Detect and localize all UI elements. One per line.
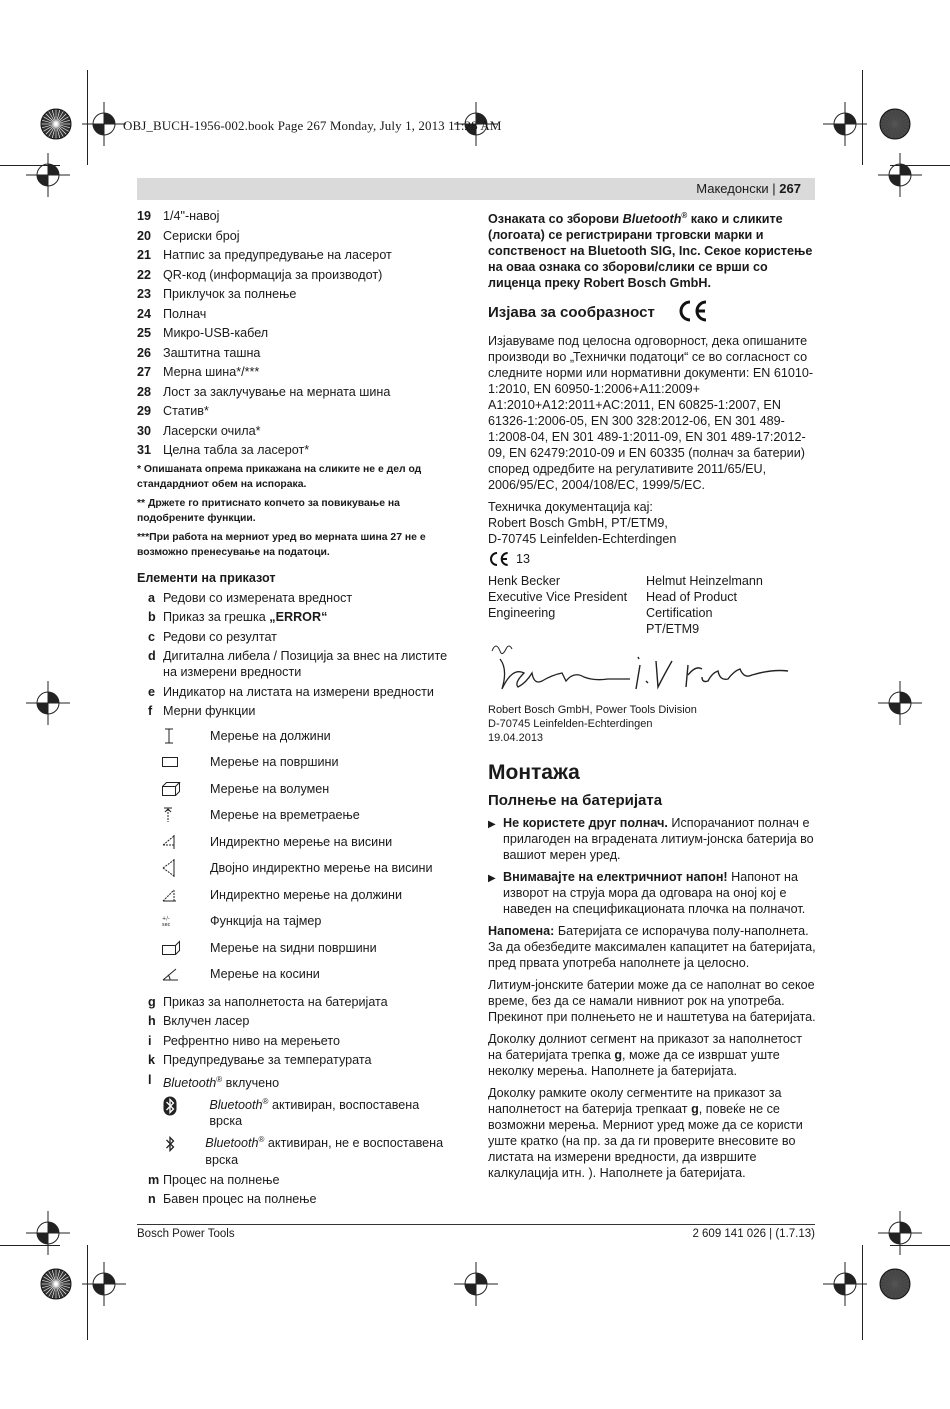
timer-icon [137,914,210,928]
area-measure-icon [137,755,210,769]
list-item [137,1191,452,1207]
item-number: 30 [137,423,152,438]
list-item [137,267,452,283]
item-text: 1/4"-навој [163,209,220,223]
item-text [163,684,434,700]
item-sup: ® [216,1074,223,1084]
ce-year-row [488,551,816,567]
item-text [163,1191,317,1207]
crop-mark [0,1245,60,1246]
indirect-height-icon [137,833,210,851]
registration-target-icon [879,108,911,145]
list-item [137,364,452,380]
item-number: 29 [137,404,152,418]
item-letter: c [148,629,156,644]
item-letter: g [148,994,156,1009]
registration-cross-icon [823,102,867,151]
double-indirect-height-icon [137,858,210,878]
crop-mark [862,1245,863,1340]
function-item [137,908,452,935]
function-item [137,855,452,882]
page-header [696,181,801,197]
footnote: ** Држете го притиснато копчето за повикување на подобрените функции. [137,497,400,524]
function-text: Индиректно мерење на висини [210,834,393,849]
note-paragraph: Напомена: Батеријата се испорачува полу-наполнета. За да обезбедите максимален капацитет на батеријата, пред првата употреба наполнете ја целосно. [488,924,816,971]
item-number: 26 [137,345,152,360]
footnote: * Опишаната опрема прикажана на сликите не е дел од стандардниот обем на испорака. [137,463,422,490]
wall-area-icon [137,940,210,956]
technical-documentation [488,499,816,547]
function-text: Двојно индиректно мерење на висини [210,861,433,876]
list-item [137,1072,452,1091]
indirect-length-icon [137,886,210,904]
registration-cross-icon [454,1262,498,1311]
item-text [163,703,255,719]
state-text: активиран, не е воспоставена врска [205,1136,444,1167]
crop-mark [862,70,863,165]
item-text: Микро-USB-кабел [163,326,269,340]
item-text: Лост за заклучување на мерната шина [163,384,391,399]
function-text: Мерење на волумен [210,781,330,796]
item-text: Натпис за предупредување на ласерот [163,248,392,262]
bluetooth-states [137,1094,452,1167]
registration-cross-icon [26,153,70,202]
list-item [137,1172,452,1188]
registration-cross-icon [823,1262,867,1311]
function-item [137,723,452,750]
bullet-list [488,815,816,917]
registered-mark: ® [258,1135,265,1145]
ce-mark-logo [677,299,709,327]
item-letter: f [148,704,153,718]
conformity-title: Изјава за сообразност [488,304,655,322]
function-text: Мерење на должини [210,728,331,743]
list-item [137,590,452,606]
display-items-m-n [137,1172,452,1208]
item-text [163,629,277,645]
company-address [488,703,816,745]
item-text-main: Приказ за наполнетоста на батеријата [163,994,388,1009]
item-letter: h [148,1014,156,1028]
function-text: Мерење на ѕидни површини [210,940,377,955]
footer-rule [137,1224,815,1225]
item-number: 24 [137,306,152,321]
signatory-line: PT/ETM9 [646,622,700,637]
item-text [163,590,352,606]
item-text: Статив* [163,404,209,418]
function-text: Функција на тајмер [210,914,322,929]
list-item [137,247,452,263]
item-letter: e [148,684,156,699]
registration-cross-icon [878,681,922,730]
item-text: QR-код (информација за производот) [163,267,383,282]
function-item [137,882,452,909]
right-column [488,208,816,1187]
registration-cross-icon [82,102,126,151]
item-text-main: Мерни функции [163,704,256,718]
list-item [137,442,452,458]
crop-mark [890,165,950,166]
registered-mark: ® [262,1097,269,1107]
bullet-item [488,869,816,917]
trademark-paragraph: Ознаката со зборови Bluetooth® како и сликите (логоата) се регистрирани трговски марки и сопственост на Bluetooth SIG, Inc. Секое користење на оваа ознака со зборови/слики се врши со лиценца преку Robert Bosch GmbH. [488,211,813,291]
item-text: Приклучок за полнење [163,287,297,301]
battery-title: Полнење на батеријата [488,792,663,810]
function-item [137,829,452,856]
bullet-bold: Не користете друг полнач. [503,816,668,831]
item-text: Ласерски очила* [163,423,261,438]
item-text-main: Рефрентно ниво на мерењето [163,1033,341,1048]
signature-image [488,637,808,703]
item-number: 20 [137,228,152,243]
footnote: ***При работа на мерниот уред во мерната шина 27 не е возможно пренесување на податоци. [137,531,426,558]
item-letter: n [148,1192,156,1207]
bullet-body: Испорачаниот полнач е прилагоден на вградената литиум-јонска батерија во вашиот мерен уред. [503,816,814,863]
function-text: Индиректно мерење на должини [210,887,403,902]
item-text [163,1033,340,1049]
function-text: Мерење на времетраење [210,808,360,823]
signatory-line: Head of Product Certification [646,590,738,621]
address-line: 19.04.2013 [488,732,544,745]
display-elements-title: Елементи на приказот [137,570,276,585]
conformity-text: Изјавуваме под целосна одговорност, дека опишаните производи во „Технички податоци“ се во согласност со следните норми или нормативни документи: EN 61010-1:2010, EN 60950-1:2006+A11:2009+ A1:2010+A12:2011+AC:2011, EN 60825-1:2007, EN 61326-1:2006-05, EN 300 328:2012-06, EN 301 489-1:2008-04, EN 301 489-1:2011-09, EN 301 489-17:2012-09, EN 62479:2010-09 и EN 60335 (полнач за батерии) според одредбите на регулативите 2011/65/EU, 2006/95/EC, 2004/108/EC, 1999/5/EC. [488,334,814,493]
item-text [163,1072,279,1091]
print-slug: OBJ_BUCH-1956-002.book Page 267 Monday, July 1, 2013 11:28 AM [123,118,502,133]
item-text: Полнач [163,306,207,321]
header-language: Македонски [696,181,769,196]
numbered-list [137,208,452,458]
bullet-bold: Внимавајте на електричниот напон! [503,870,728,885]
item-text-main: Индикатор на листата на измерени вредности [163,684,434,699]
list-item [137,1013,452,1029]
display-items-g-l [137,994,452,1091]
registration-cross-icon [878,153,922,202]
item-letter: i [148,1033,152,1048]
page-number: 267 [779,181,801,196]
item-number: 19 [137,209,152,223]
function-list [137,723,452,988]
bluetooth-state [137,1094,452,1129]
signatory-line: Helmut Heinzelmann [646,574,763,589]
item-text-main: Вклучен ласер [163,1014,250,1028]
crop-mark [87,70,88,165]
tech-doc-line: Robert Bosch GmbH, PT/ETM9, [488,516,668,531]
list-item [137,703,452,719]
triangle-bullet-icon: ▶ [488,873,496,885]
list-item [137,345,452,361]
item-text-main: Процес на полнење [163,1172,280,1187]
item-number: 28 [137,384,152,399]
address-line: Robert Bosch GmbH, Power Tools Division [488,704,697,717]
item-text [163,1013,249,1029]
function-text: Мерење на косини [210,967,320,982]
paragraph-empty-battery: Доколку рамките околу сегментите на приказот за наполнетост на батерија трепкаат g, повеќе не се возможни мерења. Мерниот уред може да се користи уште кратко (на пр. за да ги проверите внесовите во листата на измерени вредности, да извршите калкулација итн. ). Наполнете ја батеријата. [488,1086,803,1181]
item-text [163,1052,371,1068]
item-text-main: Бавен процес на полнење [163,1192,317,1207]
item-letter: d [148,649,156,663]
footer-doc-number: 2 609 141 026 | (1.7.13) [692,1228,815,1240]
item-number: 23 [137,287,152,301]
slope-icon [137,966,210,982]
item-text-main: вклучено [222,1075,280,1090]
signatures [488,637,816,703]
tech-doc-line: Техничка документација кај: [488,500,653,515]
svg-text:+/-: +/- [162,916,170,923]
item-text-main: Редови со измерената вредност [163,590,353,605]
list-item [137,384,452,400]
bluetooth-word: Bluetooth [209,1098,263,1113]
bluetooth-state-text [209,1094,452,1129]
bluetooth-state [137,1132,452,1167]
item-letter: k [148,1053,156,1067]
signatory-line: Executive Vice President [488,590,628,605]
signatory-right [646,573,804,637]
list-item [137,1033,452,1049]
left-column [137,208,452,1211]
list-item [137,325,452,341]
conformity-heading [488,299,816,327]
bullet-text [503,815,816,863]
header-separator: | [768,181,780,196]
function-item [137,935,452,962]
item-text-main: Предупредување за температурата [163,1053,372,1067]
ce-mark-small [488,551,510,567]
state-text: активиран, воспоставена врска [209,1098,420,1129]
bluetooth-not-connected-icon [137,1132,205,1167]
list-item [137,423,452,439]
registration-cross-icon [26,1211,70,1260]
item-text [163,1172,279,1188]
bluetooth-word: Bluetooth [205,1136,259,1151]
continuous-measure-icon [137,806,210,824]
signatory-line: Henk Becker [488,574,561,589]
list-item [137,208,452,224]
item-letter: l [148,1072,152,1087]
crop-mark [87,1245,88,1340]
function-item [137,749,452,776]
item-bold: „ERROR“ [269,610,328,624]
volume-measure-icon [137,781,210,797]
item-text [163,994,388,1010]
item-number: 21 [137,248,152,262]
assembly-title: Монтажа [488,761,580,785]
item-number: 22 [137,267,152,282]
function-item [137,802,452,829]
address-line: D-70745 Leinfelden-Echterdingen [488,718,653,731]
list-item [137,994,452,1010]
list-item [137,403,452,419]
item-text-main: Редови со резултат [163,629,277,644]
signatory-line: Engineering [488,606,556,621]
bullet-body: Напонот на изворот на струја мора да одговара на оној кој е наведен на спецификационата плочка на полначот. [503,870,806,917]
item-number: 27 [137,365,152,379]
list-item [137,609,452,625]
list-item [137,1052,452,1068]
registration-target-icon [40,108,72,145]
signatory-left [488,573,646,637]
display-items-a-f [137,590,452,720]
registration-target-icon [40,1268,72,1305]
paragraph-li-ion: Литиум-јонските батерии може да се наполнат во секое време, без да се намали нивниот рок на употреба. Прекинот при полнењето не и наштетува на батеријата. [488,978,816,1025]
svg-text:sec: sec [162,922,171,929]
signatories [488,573,816,637]
registration-target-icon [879,1268,911,1305]
list-item [137,306,452,322]
paragraph-low-battery: Доколку долниот сегмент на приказот за наполнетост на батеријата трепка g, може да се извршат уште неколку мерења. Наполнете ја батеријата. [488,1032,802,1079]
function-item [137,776,452,803]
bullet-text [503,869,816,917]
item-text: Мерна шина*/*** [163,365,260,379]
item-text-main: Дигитална либела / Позиција за внес на листите на измерени вредности [163,649,448,679]
registration-cross-icon [878,1211,922,1260]
bluetooth-state-text [205,1132,452,1167]
bluetooth-connected-icon [137,1094,209,1129]
triangle-bullet-icon: ▶ [488,819,496,831]
list-item [137,629,452,645]
crop-mark [0,165,60,166]
footer-brand: Bosch Power Tools [137,1228,235,1240]
function-text: Мерење на површини [210,755,339,770]
item-text [163,609,327,625]
bullet-item [488,815,816,863]
list-item [137,648,452,680]
registration-cross-icon [26,681,70,730]
registration-cross-icon [82,1262,126,1311]
item-number: 25 [137,326,152,340]
tech-doc-line: D-70745 Leinfelden-Echterdingen [488,532,677,547]
list-item [137,228,452,244]
item-text: Заштитна ташна [163,345,261,360]
footnotes [137,462,452,560]
ce-year: 13 [516,552,531,567]
length-measure-icon [137,727,210,745]
function-item [137,961,452,988]
item-italic: Bluetooth [163,1075,217,1090]
item-letter: m [148,1172,160,1187]
item-text-main: Приказ за грешка [163,610,270,624]
item-text: Целна табла за ласерот* [163,443,310,457]
item-letter: b [148,610,156,624]
list-item [137,286,452,302]
item-number: 31 [137,443,152,457]
crop-mark [890,1245,950,1246]
list-item [137,684,452,700]
item-text: Сериски број [163,228,240,243]
item-text [163,648,452,680]
item-letter: a [148,590,156,605]
